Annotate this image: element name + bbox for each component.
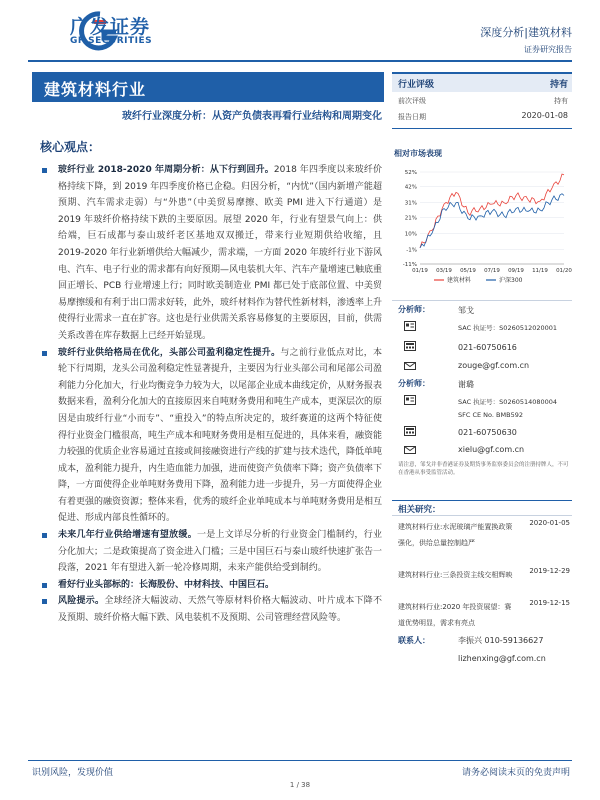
analyst-phone: 021-60750630 bbox=[458, 428, 517, 437]
related-report-date: 2019-12-15 bbox=[529, 599, 570, 607]
analyst-email: zouge@gf.com.cn bbox=[458, 361, 530, 370]
legend-label: 建筑材料 bbox=[447, 277, 472, 284]
email-icon bbox=[404, 361, 416, 371]
bullet-text: 一是上文详尽分析的行业资金门槛制约，行业分化加大；二是政策提高了资金进入门槛；三是中国巨石与泰山玻纤快速扩张告一段落，2021 年有望进入新一轮冷修周期，未来产能供给受到制约。 bbox=[58, 530, 383, 574]
legend-label: 沪深300 bbox=[499, 277, 523, 284]
analyst-email: xielu@gf.com.cn bbox=[458, 445, 525, 454]
logo-text-en: GF SECURITIES bbox=[70, 36, 153, 46]
relative-performance-chart bbox=[394, 164, 572, 288]
list-item bbox=[42, 345, 382, 528]
x-tick-label: 09/19 bbox=[508, 268, 524, 274]
report-date-label: 报告日期 bbox=[398, 113, 426, 121]
report-date-value: 2020-01-08 bbox=[521, 111, 568, 120]
analyst-name: 邹戈 bbox=[458, 306, 474, 315]
logo-text-cn: 广发证券 bbox=[70, 16, 151, 38]
x-tick-label: 07/19 bbox=[484, 268, 500, 274]
series-line-2 bbox=[420, 194, 564, 248]
x-tick-label: 03/19 bbox=[436, 268, 452, 274]
bullet-heading: 玻纤行业供给格局在优化，头部公司盈利稳定性提升。 bbox=[58, 347, 281, 358]
bullet-marker bbox=[42, 533, 47, 538]
footer-disclaimer-note: 请务必阅读末页的免责声明 bbox=[461, 768, 570, 778]
x-tick-label: 01/20 bbox=[556, 268, 572, 274]
x-tick-label: 01/19 bbox=[412, 268, 428, 274]
y-tick-label: 42% bbox=[404, 184, 417, 191]
related-report-link[interactable]: 建筑材料行业:水泥玻璃产能置换政策强化，供给总量控制趋严 bbox=[398, 523, 513, 547]
analyst-sac-number: SAC 执证号：S0260512020001 bbox=[458, 324, 558, 332]
footer-slogan: 识别风险，发现价值 bbox=[32, 768, 114, 778]
list-item bbox=[42, 162, 382, 345]
related-divider bbox=[392, 515, 572, 516]
related-report-link[interactable]: 建筑材料行业:三条投资主线交相辉映 bbox=[398, 571, 513, 579]
page-subtitle: 玻纤行业深度分析：从资产负债表再看行业结构和周期变化 bbox=[122, 111, 382, 122]
bullet-marker bbox=[42, 583, 47, 588]
contact-name: 李振兴 010-59136627 bbox=[458, 636, 544, 645]
bullet-heading: 看好行业头部标的：长海股份、中材科技、中国巨石。 bbox=[58, 579, 275, 590]
bullet-text: 全球经济大幅波动、天然气等原材料价格大幅波动、叶片成本下降不及预期、玻纤价格大幅下跌、风电装机不及预期、公司管理经营风险等。 bbox=[58, 596, 382, 624]
phone-icon bbox=[404, 341, 416, 351]
analyst-sfc-number: SFC CE No. BMB592 bbox=[458, 411, 523, 419]
analyst-disclaimer: 请注意，邹戈并非香港证券及期货事务监察委员会的注册持牌人，不可在香港从事受监管活动。 bbox=[398, 462, 569, 476]
bullet-marker bbox=[42, 599, 47, 604]
x-tick-label: 05/19 bbox=[460, 268, 476, 274]
analyst-phone: 021-60750616 bbox=[458, 343, 517, 352]
y-tick-label: 10% bbox=[404, 231, 417, 238]
footer-divider bbox=[28, 760, 572, 761]
y-tick-label: 21% bbox=[404, 215, 417, 222]
bullet-heading: 玻纤行业 2018-2020 年周期分析：从下行到回升。 bbox=[58, 165, 274, 175]
y-tick-label: 31% bbox=[404, 200, 417, 207]
x-tick-label: 11/19 bbox=[532, 268, 548, 274]
analyst-name: 谢璐 bbox=[458, 380, 474, 389]
email-icon bbox=[404, 445, 416, 455]
rating-label: 行业评级 bbox=[398, 80, 435, 90]
bullet-heading: 未来几年行业供给增速有望放缓。 bbox=[58, 530, 197, 541]
list-item bbox=[42, 527, 382, 577]
previous-rating-label: 前次评级 bbox=[398, 97, 426, 105]
y-tick-label: 52% bbox=[404, 170, 417, 176]
rating-value: 持有 bbox=[549, 80, 568, 90]
header-divider bbox=[28, 60, 572, 62]
bullet-text: 与之前行业低点对比，本轮下行周期，龙头公司盈利稳定性显著提升，主要因为行业头部公司和尾部公司盈利能力分化加大，行业均衡竞争力较为大，以尾部企业成本曲线定价，从财务报表数据来看，盈利分化加大的直接原因来自吨财务费用和吨生产成本，更深层次的原因是由玻纤行业“小而专”、“重投入”的特点所决定的，玻纤赛道的这两个特征使得行业资金门槛很高，吨生产成本和吨财务费用是相互促进的，具体来看，融资能力较强的优质企业容易通过直接或间接融资进行产线的扩建与技术迭代，降低单吨成本，盈利能力提升，内生造血能力加强，进而使资产负债率下降；资产负债率下降，一方面使得企业单吨财务费用下降，盈利能力进一步提升，另一方面使得企业有着更强的融资资源；整体来看，优秀的玻纤企业单吨成本与单吨财务费用是相互促进、形成内部良性循环的。 bbox=[58, 347, 383, 524]
analyst-label: 分析师： bbox=[398, 305, 430, 314]
y-tick-label: -11% bbox=[402, 262, 417, 268]
list-item bbox=[42, 577, 382, 594]
analyst-divider bbox=[392, 300, 572, 301]
phone-icon bbox=[404, 426, 416, 436]
analyst-label: 分析师： bbox=[398, 379, 430, 388]
bullet-text: 2018 年四季度以来玻纤价格持续下降，到 2019 年四季度价格已企稳。归因分析，“内忧”（国内新增产能超预期、汽车需求走弱）与“外患”（中美贸易摩擦、欧美 PMI 进入下行通道）是 2019 年玻纤价格持续下跌的主要原因。展望 2020 年，行业有望景气向上：供给端，巨石成都与泰山玻纤老区基地双双搬迁，带来行业短期供给收缩，且 2019-2020 年行业新增供给大幅减少，需求端，一方面 2020 年玻纤行业下游风电、汽车、电子行业的需求都有向好预期—风电装机大年、汽车产量增速已触底重回正增长、PCB 行业增速上行；同时欧美制造业 PMI 都已处于底部位置、中美贸易摩擦缓和有利于出口需求好转，此外，玻纤材料作为替代性新材料，渗透率上升使得行业需求一直在扩容。这也是行业供需关系容易修复的主要原因，目前，供需关系改善在库存数据上已经开始显现。 bbox=[58, 165, 383, 341]
related-research-heading: 相关研究： bbox=[398, 505, 441, 515]
id-card-icon bbox=[404, 321, 416, 331]
page-number: 1 / 38 bbox=[289, 781, 311, 789]
contact-label: 联系人： bbox=[398, 636, 430, 645]
list-item bbox=[42, 593, 382, 626]
bullet-marker bbox=[42, 168, 47, 173]
report-type: 证券研究报告 bbox=[524, 45, 572, 54]
related-report-date: 2019-12-29 bbox=[529, 567, 570, 575]
previous-rating-value: 持有 bbox=[554, 97, 568, 105]
chart-title: 相对市场表现 bbox=[394, 149, 442, 158]
page-title: 建筑材料行业 bbox=[44, 80, 147, 99]
report-category: 深度分析|建筑材料 bbox=[480, 26, 572, 39]
contact-email: lizhenxing@gf.com.cn bbox=[458, 654, 546, 663]
related-report-date: 2020-01-05 bbox=[529, 519, 570, 527]
id-card-icon bbox=[404, 395, 416, 405]
related-report-link[interactable]: 建筑材料行业:2020 年投资展望：赛道优势明显，需求有亮点 bbox=[398, 603, 512, 627]
rating-bottom-rule bbox=[392, 128, 572, 129]
analyst-sac-number: SAC 执证号：S0260514080004 bbox=[458, 398, 558, 406]
y-tick-label: -1% bbox=[406, 247, 417, 254]
core-views-list bbox=[42, 162, 382, 627]
related-top-rule bbox=[392, 500, 572, 501]
bullet-marker bbox=[42, 351, 47, 356]
bullet-heading: 风险提示。 bbox=[58, 596, 105, 607]
core-views-heading: 核心观点： bbox=[40, 140, 101, 154]
